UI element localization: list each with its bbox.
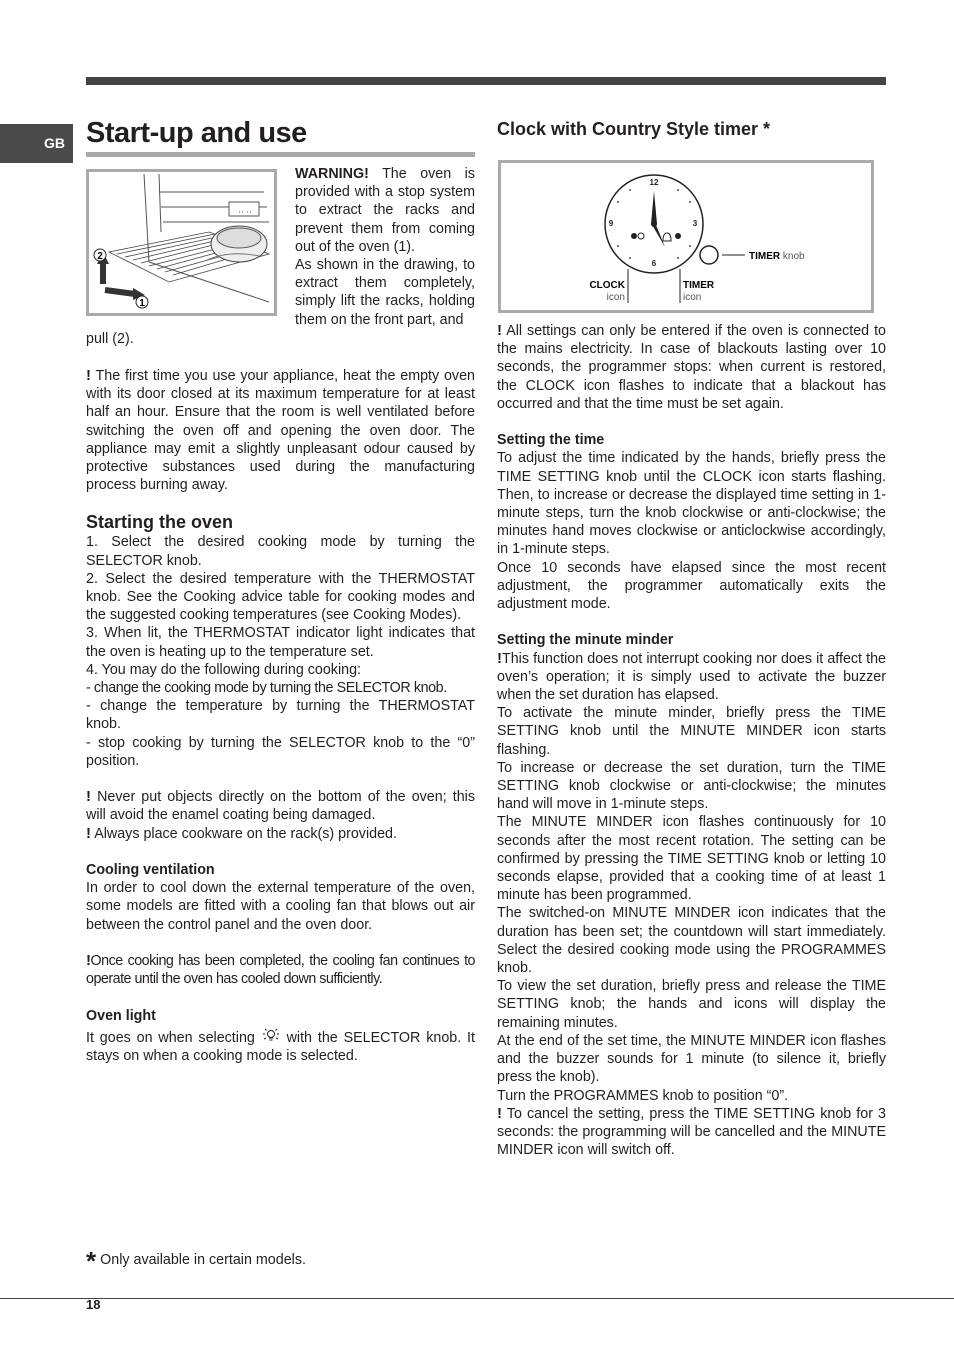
timer-indicator-dot [675,233,681,239]
setting-time-text-2: Once 10 seconds have elapsed since the most recent adjustment, the programmer automatically exits the adjustment mode. [497,559,886,613]
clock-sub: icon [606,292,625,303]
timer-sub: icon [683,292,702,303]
never-put-text: Never put objects directly on the bottom of the oven; this will avoid the enamel coating being damaged. [86,789,475,824]
note-mark: ! [86,952,91,970]
clock-section-title: Clock with Country Style timer * [497,119,771,139]
warning-text-3: pull (2). [86,331,134,347]
minder-text-3: To increase or decrease the set duration, turn the TIME SETTING knob clockwise or anti-clockwise; the minutes hand will move in 1-minute steps. [497,759,886,813]
minder-text-6: To view the set duration, briefly press and release the TIME SETTING knob; the hands and icons will display the remaining minutes. [497,978,886,1031]
note-mark: ! [86,788,91,806]
language-tab [0,124,73,163]
oven-light-heading: Oven light [86,1007,156,1024]
footnote-text: Only available in certain models. [100,1252,306,1268]
always-place-text: Always place cookware on the rack(s) provided. [94,825,397,842]
timer-knob [700,246,718,264]
oven-light-text-2: with the SELECTOR knob. It stays on when a cooking mode is selected. [86,1029,475,1065]
oven-light-text-1: It goes on when selecting [86,1029,261,1046]
right-column [497,322,886,1159]
warning-block [295,165,475,329]
minder-text-1: This function does not interrupt cooking nor does it affect the oven’s operation; it is simply used to activate the buzzer when the set duration has elapsed. [497,650,886,704]
step-4c: - stop cooking by turning the SELECTOR knob to the “0” position. [86,734,475,769]
warning-text-2: As shown in the drawing, to extract them completely, simply lift the racks, holding them on the front part, and [295,257,475,328]
minder-text-9: To cancel the setting, press the TIME SETTING knob for 3 seconds: the programming will be cancelled and the MINUTE MINDER icon will switch off. [497,1105,886,1159]
step-3: 3. When lit, the THERMOSTAT indicator light indicates that the oven is heating up to the temperature set. [86,625,475,660]
note-mark: ! [86,824,91,842]
dial-3: 3 [692,219,698,228]
oven-rack-illustration [89,172,274,313]
page-title: Start-up and use [86,114,475,157]
clock-timer-figure [498,160,874,313]
minder-text-5: The switched-on MINUTE MINDER icon indicates that the duration has been set; the countdown will start immediately. Select the desired cooking mode using the PROGRAMMES knob. [497,905,886,977]
setting-time-text-1: To adjust the time indicated by the hands, briefly press the TIME SETTING knob until the CLOCK icon starts flashing. Then, to increase or decrease the displayed time setting in 1-minute steps, turn the knob clockwise or anti-clockwise; the minutes hand moves clockwise or anticlockwise accordingly, in 1-minute steps. [497,450,886,558]
footer-rule [0,1298,954,1299]
left-column [86,367,475,1065]
setting-time-heading: Setting the time [497,432,605,449]
knob-sub: knob [782,251,805,262]
page-number: 18 [86,1297,101,1312]
rack-extraction-figure [86,169,277,316]
minder-text-2: To activate the minute minder, briefly press the TIME SETTING knob until the MINUTE MINDER icon starts flashing. [497,705,886,758]
knob-label: TIMER [749,251,781,262]
footnote-star: * [86,1246,97,1276]
language-label: GB [44,135,65,151]
note-mark: ! [497,649,502,667]
cooling-text: In order to cool down the external temperature of the oven, some models are fitted with a cooling fan that blows out air between the control panel and the oven door. [86,880,475,933]
lamp-icon [261,1027,281,1045]
cooling-heading: Cooling ventilation [86,862,215,879]
cooling-note: Once cooking has been completed, the cooling fan continues to operate until the oven has cooled down sufficiently. [86,953,475,988]
step-2: 2. Select the desired temperature with the THERMOSTAT knob. See the Cooking advice table for cooking modes and the suggested cooking temperatures (see Cooking Modes). [86,570,475,624]
step-4b: - change the temperature by turning the THERMOSTAT knob. [86,698,475,733]
step-1: 1. Select the desired cooking mode by turning the SELECTOR knob. [86,534,475,569]
step-4a: - change the cooking mode by turning the SELECTOR knob. [86,680,447,697]
minder-text-7: At the end of the set time, the MINUTE MINDER icon flashes and the buzzer sounds for 1 minute (to silence it, briefly press the knob). [497,1032,886,1086]
minder-text-4: The MINUTE MINDER icon flashes continuously for 10 seconds after the most recent rotation. The setting can be confirmed by pressing the TIME SETTING knob or letting 10 seconds elapse, provided that a cooking time of at least 1 minute has been programmed. [497,814,886,904]
note-mark: ! [86,367,91,384]
minute-minder-heading: Setting the minute minder [497,632,674,649]
step-4: 4. You may do the following during cooking: [86,661,362,678]
svg-text:TIMER knob [749,251,805,262]
clock-diagram [501,163,871,310]
callout-2: 2 [97,251,103,262]
dial-12: 12 [649,178,659,187]
footnote [86,1246,306,1277]
intro-text: All settings can only be entered if the oven is connected to the mains electricity. In case of blackouts lasting over 10 seconds, the programmer stops: when current is restored, the CLOCK icon flashes to indicate that a blackout has occurred and that the time must be set again. [497,323,886,412]
note-mark: ! [497,1104,502,1122]
dial-9: 9 [608,219,614,228]
callout-1: 1 [139,298,145,309]
starting-oven-heading: Starting the oven [86,512,234,533]
warning-text: The oven is provided with a stop system to extract the racks and prevent them from coming out of the oven (1). [295,166,475,255]
minder-text-8: Turn the PROGRAMMES knob to position “0”. [497,1087,789,1104]
clock-label: CLOCK [589,280,625,291]
warning-label: WARNING! [295,166,369,182]
first-use-text: The first time you use your appliance, heat the empty oven with its door closed at its maximum temperature for at least half an hour. Ensure that the room is well ventilated before switching the oven off and opening the oven door. The appliance may emit a slightly unpleasant odour caused by protective substances used during the manufacturing process burning away. [86,368,475,494]
clock-indicator-dot [631,233,637,239]
timer-label: TIMER [683,280,715,291]
note-mark: ! [497,322,502,339]
dial-6: 6 [651,259,657,268]
top-rule [86,77,886,85]
